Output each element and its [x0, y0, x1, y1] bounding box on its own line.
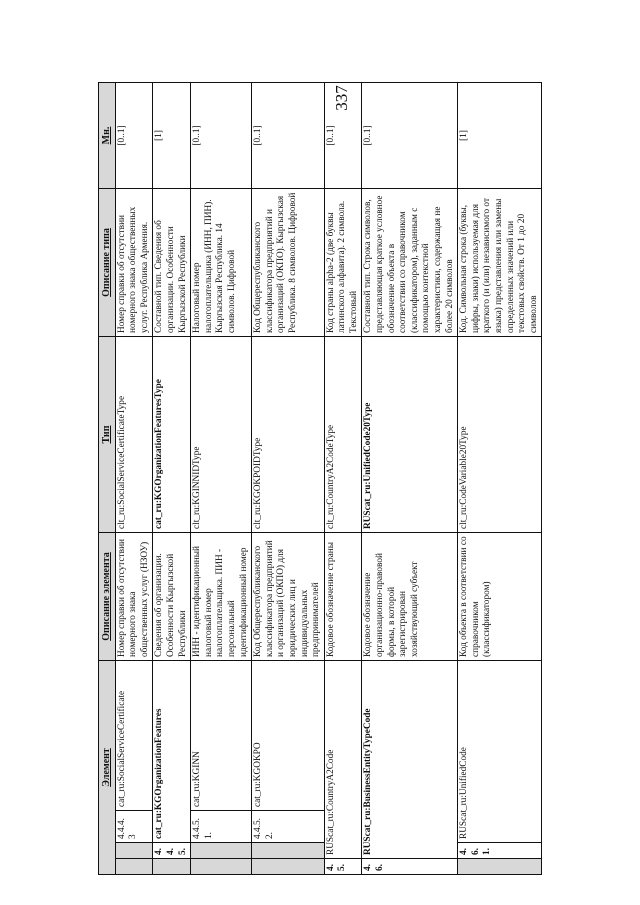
- row-number: 4.4.5.2.: [252, 811, 325, 843]
- type-name: clt_ru:CodeVariable20Type: [458, 337, 542, 533]
- type-name: cat_ru:KGOrganizationFeaturesType: [153, 337, 191, 533]
- rotated-table-container: [98, 83, 628, 875]
- element-name: RUScat_ru:CountryA2Code: [324, 661, 362, 859]
- row-number: 4.4.5.: [153, 843, 191, 859]
- type-name: clt_ru:KGOKPOIDType: [252, 337, 325, 533]
- element-description: Кодовое обозначение организационно-правовой формы, в которой зарегистрирован хозяйствующий субъект: [362, 533, 458, 661]
- header-multiplicity: Мн.: [99, 83, 116, 189]
- element-description: ИНН - идентификационный налоговый номер налогоплательщика. ПИН - персональный идентификационный номер: [191, 533, 252, 661]
- element-name: RUScat_ru:BusinessEntityTypeCode: [362, 661, 458, 859]
- indent-cell: [458, 859, 542, 875]
- row-number: 4.4.5.1.: [191, 811, 252, 843]
- element-name: cat_ru:SocialServiceCertificate: [115, 661, 153, 811]
- row-number: 4.5.: [324, 859, 362, 875]
- indent-cell: [115, 859, 153, 875]
- indent-cell: [191, 843, 252, 859]
- header-element: Элемент: [99, 661, 116, 875]
- multiplicity: [0..1]: [324, 83, 362, 189]
- table-row: [115, 83, 153, 875]
- multiplicity: [0..1]: [362, 83, 458, 189]
- type-description: Составной тип. Сведения об организации. Особенности Кыргызской Республики: [153, 189, 191, 337]
- type-description: Код Общереспубликанского классификатора предприятий и организаций (ОКПО). Кыргызская Республика. 8 символов. Цифровой: [252, 189, 325, 337]
- multiplicity: [0..1]: [115, 83, 153, 189]
- table-row: [252, 83, 325, 875]
- table-row: [362, 83, 458, 875]
- table-row: [191, 83, 252, 875]
- row-number: 4.4.4.3: [115, 811, 153, 843]
- multiplicity: [1]: [458, 83, 542, 189]
- element-name: RUScat_ru:UnifiedCode: [458, 661, 542, 843]
- type-name: clt_ru:KGINNIDType: [191, 337, 252, 533]
- type-name: clt_ru:CountryA2CodeType: [324, 337, 362, 533]
- multiplicity: [0..1]: [191, 83, 252, 189]
- type-description: Код. Символьная строка (буквы, цифры, знаки) используемая для краткого (и (или) независимого от языка) представления или замены определенных значений или текстовых свойств. От 1 до 20 символов: [458, 189, 542, 337]
- element-name: cat_ru:KGOKPO: [252, 661, 325, 811]
- type-name: RUScat_ru:UnifiedCode20Type: [362, 337, 458, 533]
- element-description: Код объекта в соответствии со справочником (классификатором): [458, 533, 542, 661]
- indent-cell: [252, 843, 325, 859]
- type-description: Налоговый номер налогоплательщика (ИНН, ПИН). Кыргызская Республика. 14 символов. Цифровой: [191, 189, 252, 337]
- element-name: cat_ru:KGOrganizationFeatures: [153, 661, 191, 843]
- element-description: Номер справки об отсутствии номерного знака общественных услуг (НЗОУ): [115, 533, 153, 661]
- page-number: 337: [332, 85, 351, 111]
- element-description: Сведения об организации. Особенности Кыргызской Республики: [153, 533, 191, 661]
- type-description: Номер справки об отсутствии номерного знака общественных услуг. Республика Армения.: [115, 189, 153, 337]
- table-header-row: [99, 83, 116, 875]
- header-type-description: Описание типа: [99, 189, 116, 337]
- table-body: [115, 83, 542, 875]
- indent-cell: [115, 843, 153, 859]
- row-number: 4.6.1.: [458, 843, 542, 859]
- element-table: [98, 82, 542, 875]
- table-row: [153, 83, 191, 875]
- multiplicity: [1]: [153, 83, 191, 189]
- table-row: [324, 83, 362, 875]
- multiplicity: [0..1]: [252, 83, 325, 189]
- element-description: Код Общереспубликанского классификатора предприятий и организаций (ОКПО) для юридических лиц и индивидуальных предпринимателей: [252, 533, 325, 661]
- type-name: clt_ru:SocialServiceCertificateType: [115, 337, 153, 533]
- element-description: Кодовое обозначение страны: [324, 533, 362, 661]
- indent-cell: [153, 859, 191, 875]
- element-name: cat_ru:KGINN: [191, 661, 252, 811]
- table-row: [458, 83, 542, 875]
- indent-cell: [252, 859, 325, 875]
- type-description: Код страны alpha-2 (две буквы латинского алфавита). 2 символа. Текстовый: [324, 189, 362, 337]
- type-description: Составной тип. Строка символов, представляющая краткое условное обозначение объекта в соответствии со справочником (классификатором), заданным с помощью контекстной характеристики, содержащая не более 20 символов: [362, 189, 458, 337]
- header-type: Тип: [99, 337, 116, 533]
- header-element-description: Описание элемента: [99, 533, 116, 661]
- row-number: 4.6.: [362, 859, 458, 875]
- indent-cell: [191, 859, 252, 875]
